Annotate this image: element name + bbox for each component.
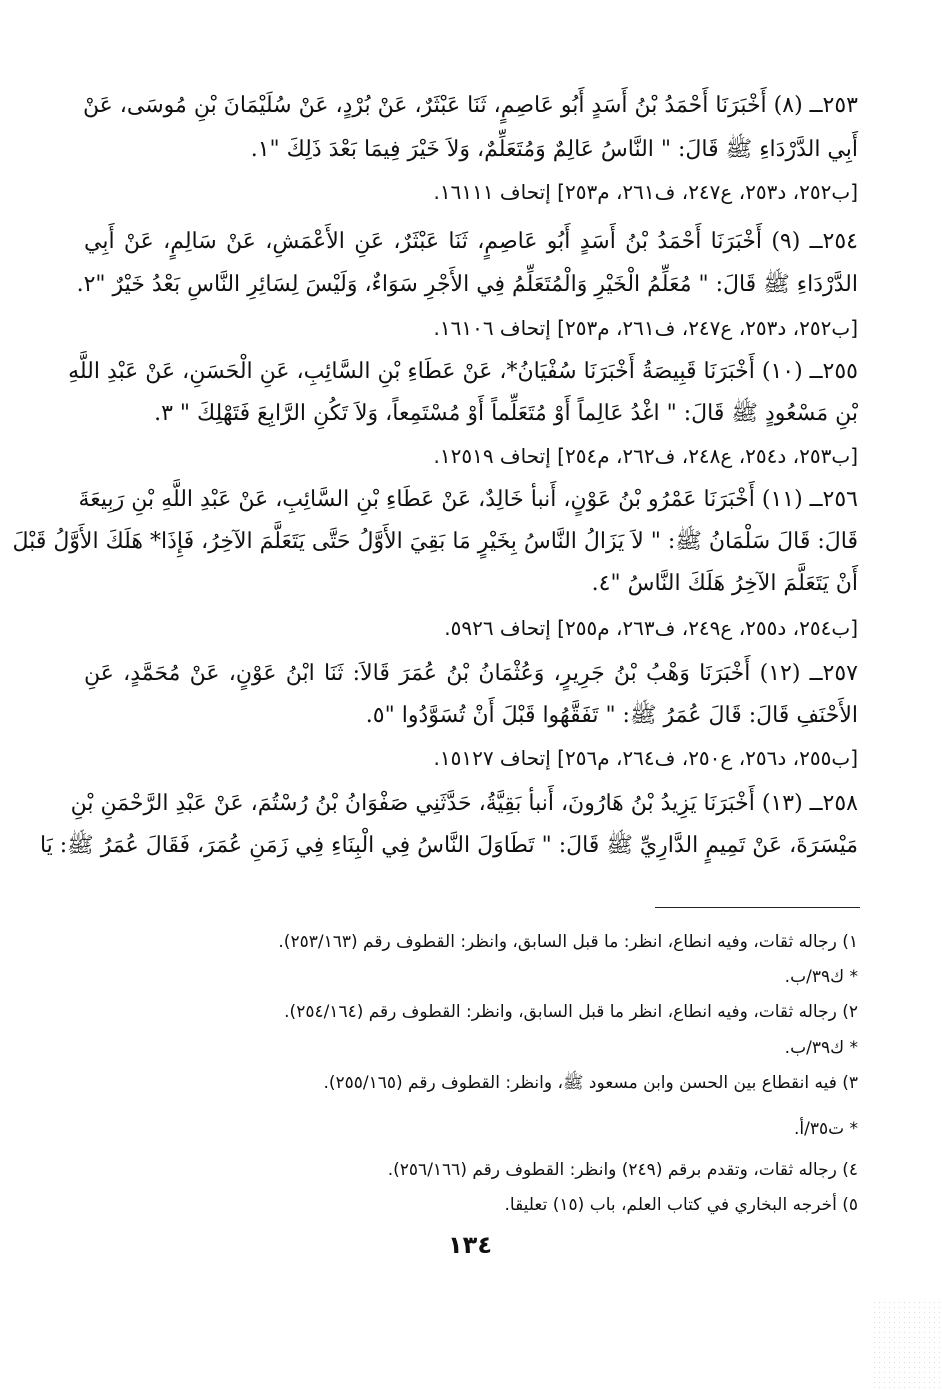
hadith-253-line-2: أَبِي الدَّرْدَاءِ ﷺ قَالَ: " النَّاسُ عَالِمٌ وَمُتَعَلِّمٌ، وَلاَ خَيْرَ فِيمَا بَعْدَ ذَلِكَ "١. [250,137,858,162]
footnote-2: ٢) رجاله ثقات، وفيه انطاع، انظر ما قبل السابق، وانظر: القطوف رقم (٢٥٤/١٦٤). [284,1002,858,1022]
hadith-256-line-1: ٢٥٦ــ (١١) أَخْبَرَنَا عَمْرُو بْنُ عَوْنٍ، أَنبأ خَالِدٌ، عَنْ عَطَاءِ بْنِ السَّائِبِ، عَنْ عَبْدِ اللَّهِ بْنِ رَبِيعَةَ [78,487,858,512]
footnote-5: ٥) أخرجه البخاري في كتاب العلم، باب (١٥) تعليقا. [504,1195,858,1215]
hadith-256-line-2: قَالَ: قَالَ سَلْمَانُ ﷺ: " لاَ يَزَالُ النَّاسُ بِخَيْرٍ مَا بَقِيَ الأَوَّلُ حَتَّى يَتَعَلَّمَ الآخِرُ، فَإِذَا* هَلَكَ الأَوَّلُ قَبْلَ [12,529,858,554]
hadith-257-line-1: ٢٥٧ــ (١٢) أَخْبَرَنَا وَهْبُ بْنُ جَرِيرٍ، وَعُثْمَانُ بْنُ عُمَرَ قَالاَ: ثَنَا ابْنُ عَوْنٍ، عَنْ مُحَمَّدٍ، عَنِ [84,661,858,686]
footnote-4: ٤) رجاله ثقات، وتقدم برقم (٢٤٩) وانظر: القطوف رقم (٢٥٦/١٦٦). [387,1160,858,1180]
hadith-253-line-1: ٢٥٣ــ (٨) أَخْبَرَنَا أَحْمَدُ بْنُ أَسَدٍ أَبُو عَاصِمٍ، ثَنَا عَبْثَرٌ، عَنْ بُرْدٍ، عَنْ سُلَيْمَانَ بْنِ مُوسَى، عَنْ [82,93,858,118]
hadith-254-line-1: ٢٥٤ــ (٩) أَخْبَرَنَا أَحْمَدُ بْنُ أَسَدٍ أَبُو عَاصِمٍ، ثَنَا عَبْثَرٌ، عَنِ الأَعْمَشِ، عَنْ سَالِمٍ، عَنْ أَبِي [84,229,858,254]
hadith-258-line-2: مَيْسَرَةَ، عَنْ تَمِيمٍ الدَّارِيِّ ﷺ قَالَ: " تَطَاوَلَ النَّاسُ فِي الْبِنَاءِ فِي زَمَنِ عُمَرَ، فَقَالَ عُمَرُ ﷺ: يَا [39,833,858,858]
scan-noise [872,1300,942,1390]
hadith-256-line-3: أَنْ يَتَعَلَّمَ الآخِرُ هَلَكَ النَّاسُ "٤. [591,571,858,596]
hadith-258-line-1: ٢٥٨ــ (١٣) أَخْبَرَنَا يَزِيدُ بْنُ هَارُونَ، أَنبأ بَقِيَّةُ، حَدَّثَنِي صَفْوَانُ بْنُ رُسْتُمَ، عَنْ عَبْدِ الرَّحْمَنِ بْنِ [70,791,858,816]
footnote-3-marker: * ت٣٥/أ. [793,1119,858,1139]
hadith-254-line-2: الدَّرْدَاءِ ﷺ قَالَ: " مُعَلِّمُ الْخَيْرِ وَالْمُتَعَلِّمُ فِي الأَجْرِ سَوَاءٌ، وَلَيْسَ لِسَائِرِ النَّاسِ بَعْدُ خَيْرٌ "٢. [76,272,858,297]
hadith-255-line-1: ٢٥٥ــ (١٠) أَخْبَرَنَا قَبِيصَةُ أَخْبَرَنَا سُفْيَانُ*، عَنْ عَطَاءِ بْنِ السَّائِبِ، عَنِ الْحَسَنِ، عَنْ عَبْدِ اللَّهِ [68,359,858,384]
footnote-separator [655,907,860,908]
hadith-257-reference: [ب٢٥٥، د٢٥٦، ع٢٥٠، ف٢٦٤، م٢٥٦] إتحاف ١٥١٢٧. [433,746,858,770]
footnote-1: ١) رجاله ثقات، وفيه انطاع، انظر: ما قبل السابق، وانظر: القطوف رقم (٢٥٣/١٦٣). [278,932,858,952]
hadith-253-reference: [ب٢٥٢، د٢٥٣، ع٢٤٧، ف٢٦١، م٢٥٣] إتحاف ١٦١١١. [433,180,858,204]
hadith-256-reference: [ب٢٥٤، د٢٥٥، ع٢٤٩، ف٢٦٣، م٢٥٥] إتحاف ٥٩٢٦. [444,616,858,640]
page-number: ١٣٤ [448,1231,492,1259]
footnote-1-marker: * ك٣٩/ب. [784,967,858,987]
footnote-3: ٣) فيه انقطاع بين الحسن وابن مسعود ﷺ، وانظر: القطوف رقم (٢٥٥/١٦٥). [323,1073,858,1093]
hadith-255-line-2: بْنِ مَسْعُودٍ ﷺ قَالَ: " اغْدُ عَالِماً أَوْ مُتَعَلِّماً أَوْ مُسْتَمِعاً، وَلاَ تَكُنِ الرَّابِعَ فَتَهْلِكَ " ٣. [154,401,858,426]
footnote-2-marker: * ك٣٩/ب. [784,1038,858,1058]
hadith-254-reference: [ب٢٥٢، د٢٥٣، ع٢٤٧، ف٢٦١، م٢٥٣] إتحاف ١٦١٠٦. [433,316,858,340]
hadith-255-reference: [ب٢٥٣، د٢٥٤، ع٢٤٨، ف٢٦٢، م٢٥٤] إتحاف ١٢٥١٩. [433,444,858,468]
hadith-257-line-2: الأَحْنَفِ قَالَ: قَالَ عُمَرُ ﷺ: " تَفَقَّهُوا قَبْلَ أَنْ تُسَوَّدُوا "٥. [365,703,858,728]
